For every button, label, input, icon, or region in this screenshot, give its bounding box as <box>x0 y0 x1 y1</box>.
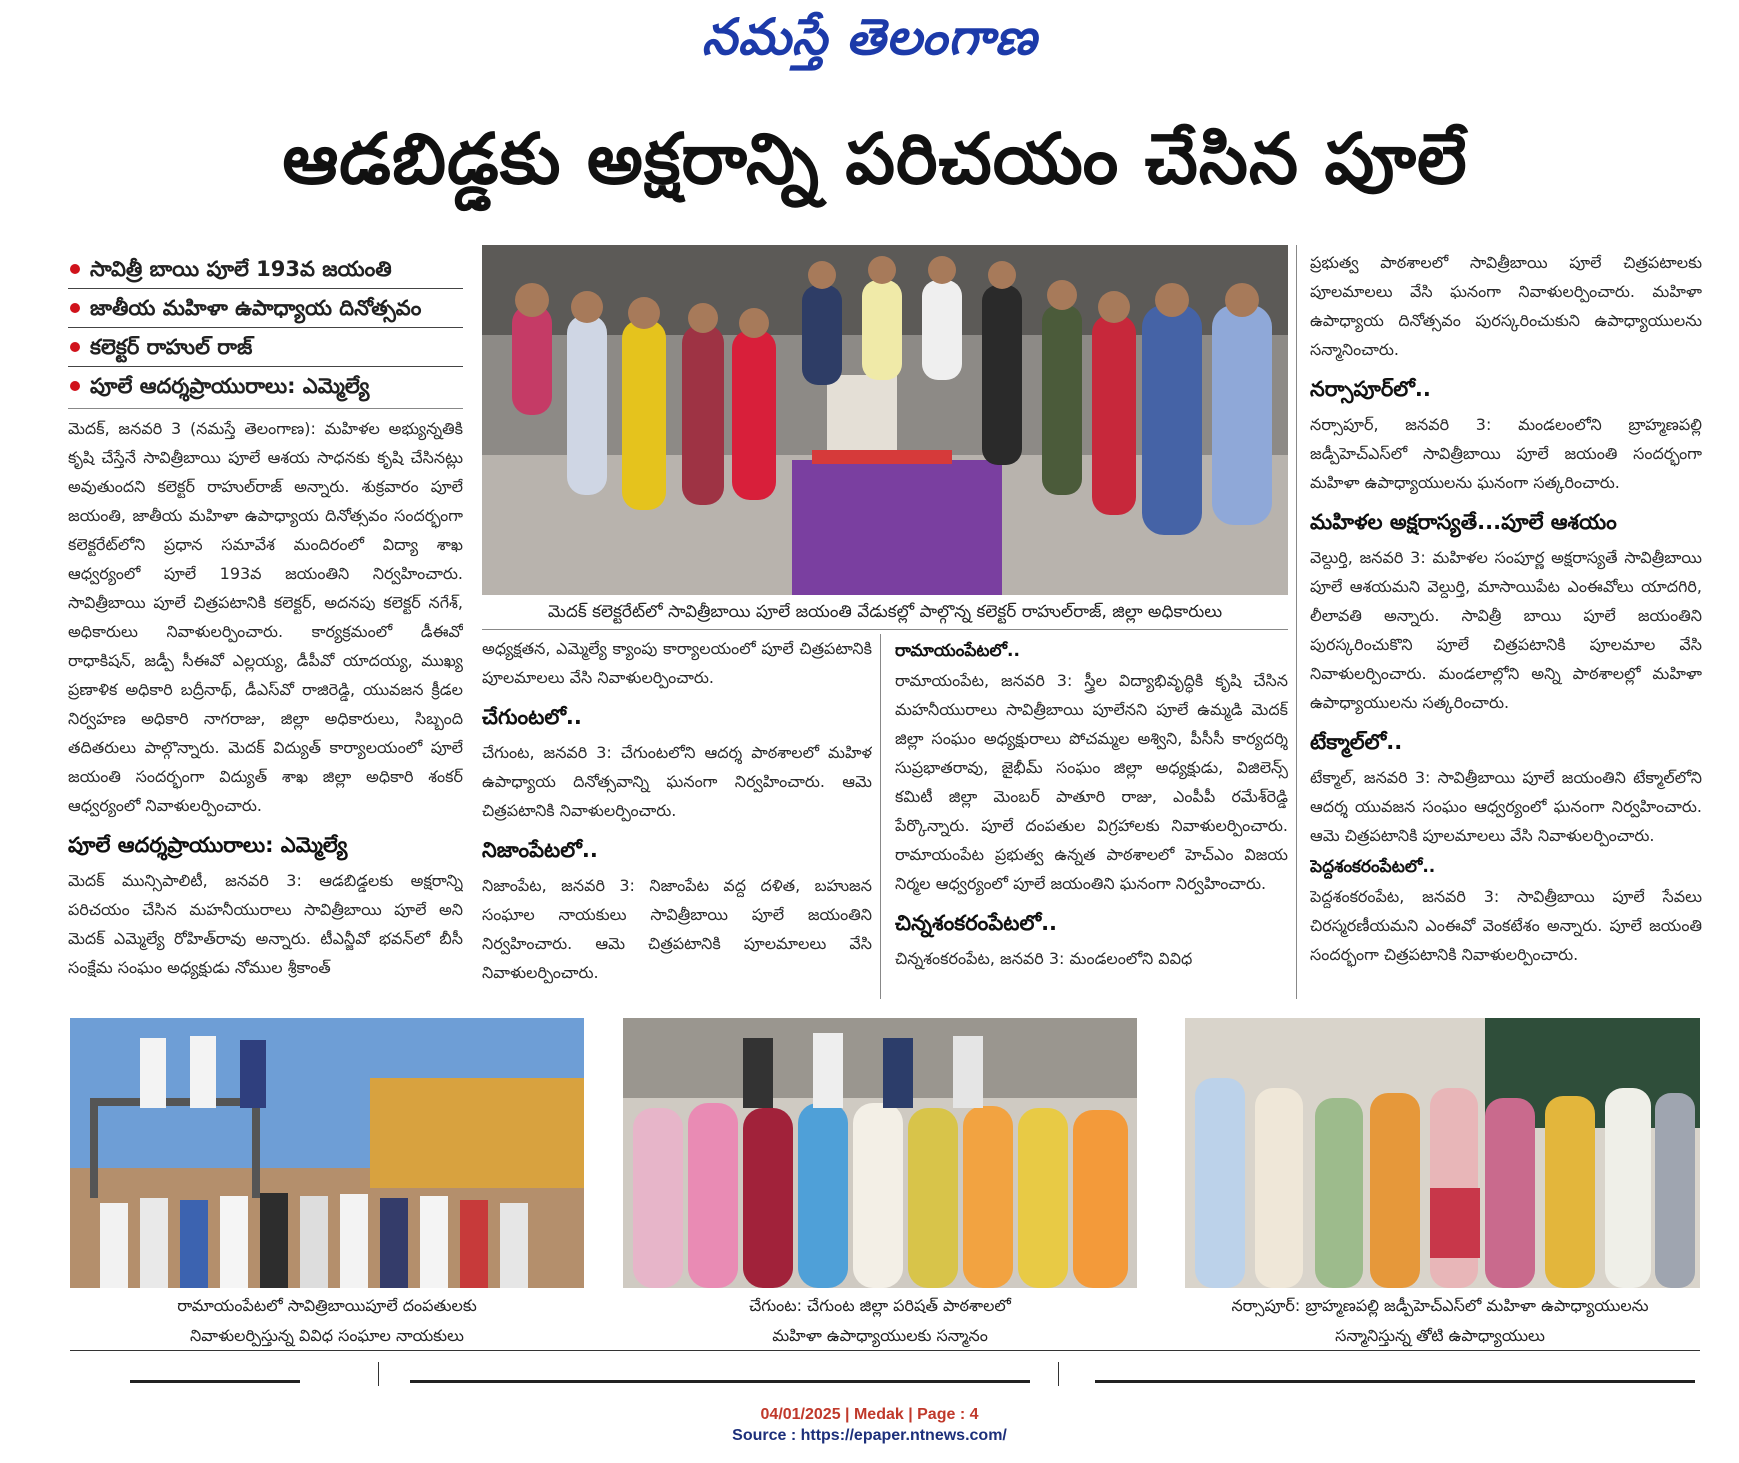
highlight-item <box>68 328 463 367</box>
article-paragraph: మెదక్ మున్సిపాలిటీ, జనవరి 3: ఆడబిడ్డలకు అక్షరాన్ని పరిచయం చేసిన మహనీయురాలు సావిత్రీబాయి పూలే అని మెదక్ ఎమ్మెల్యే రోహిత్‌రావు అన్నారు. టీఎన్జీవో భవన్‌లో బీసీ సంక్షేమ సంఘం అధ్యక్షుడు నోముల శ్రీకాంత్ <box>68 871 463 977</box>
main-photo <box>482 245 1288 595</box>
article-column-3 <box>895 634 1288 999</box>
headline: ఆడబిడ్డకు అక్షరాన్ని పరిచయం చేసిన పూలే <box>282 118 1468 200</box>
article-paragraph: అధ్యక్షతన, ఎమ్మెల్యే క్యాంపు కార్యాలయంలో పూలే చిత్రపటానికి పూలమాలలు వేసి నివాళులర్పించారు. <box>482 639 872 687</box>
sub-heading: పెద్దశంకరంపేటలో.. <box>1310 857 1436 877</box>
main-photo-caption: మెదక్ కలెక్టరేట్‌లో సావిత్రీబాయి పూలే జయంతి వేడుకల్లో పాల్గొన్న కలెక్టర్ రాహుల్‌రాజ్, జిల్లా అధికారులు <box>547 602 1223 622</box>
caption-line: సన్మానిస్తున్న తోటి ఉపాధ్యాయులు <box>1335 1326 1545 1345</box>
divider <box>482 629 1288 630</box>
bullet-icon <box>70 264 80 274</box>
cut-off-text <box>1095 1372 1695 1386</box>
bullet-icon <box>70 342 80 352</box>
caption-line: రామాయంపేటలో సావిత్రిబాయిపూలే దంపతులకు <box>177 1296 477 1315</box>
article-paragraph: నర్సాపూర్, జనవరి 3: మండలంలోని బ్రాహ్మణపల్లి జడ్పీహెచ్‌ఎస్‌లో సావిత్రీబాయి పూలే జయంతి సందర్భంగా మహిళా ఉపాధ్యాయులను ఘనంగా సత్కరించారు. <box>1310 415 1702 492</box>
article-paragraph: నిజాంపేట, జనవరి 3: నిజాంపేట వద్ద దళిత, బహుజన సంఘాల నాయకులు సావిత్రీబాయి పూలే జయంతిని నిర్వహించారు. ఆమె చిత్రపటానికి పూలమాలలు వేసి నివాళులర్పించారు. <box>482 876 872 982</box>
article-column-2 <box>482 634 872 999</box>
masthead-logo: నమస్తే తెలంగాణ <box>701 8 1038 66</box>
column-divider <box>378 1362 379 1386</box>
article-paragraph: రామాయంపేట, జనవరి 3: స్త్రీల విద్యాభివృద్ధికి కృషి చేసిన మహనీయురాలు సావిత్రీబాయి పూలేనని పూలే ఉమ్మడి మెదక్ జిల్లా సంఘం అధ్యక్షురాలు పోచమ్మల అశ్విని, పీసీసీ కార్యదర్శి సుప్రభాతరావు, జైభీమ్ సంఘం జిల్లా అధ్యక్షుడు, విజిలెన్స్ కమిటీ జిల్లా మెంబర్ పాతూరి రాజు, ఎంపీపీ రమేశ్‌రెడ్డి పేర్కొన్నారు. పూలే దంపతుల విగ్రహాలకు నివాళులర్పించారు. రామాయంపేట ప్రభుత్వ ఉన్నత పాఠశాలలో హెచ్‌ఎం విజయ నిర్మల ఆధ్వర్యంలో పూలే జయంతిని ఘనంగా నిర్వహించారు. <box>895 671 1288 893</box>
column-divider <box>1296 245 1297 999</box>
article-paragraph: టేక్మాల్, జనవరి 3: సావిత్రీబాయి పూలే జయంతిని టేక్మాల్‌లోని ఆదర్శ యువజన సంఘం ఆధ్వర్యంలో ఘనంగా నిర్వహించారు. ఆమె చిత్రపటానికి పూలమాలలు వేసి నివాళులర్పించారు. <box>1310 768 1702 845</box>
cut-off-text <box>130 1372 300 1386</box>
footer-source-link[interactable]: Source : https://epaper.ntnews.com/ <box>732 1427 1007 1444</box>
photo-caption <box>623 1291 1137 1351</box>
sub-heading: చిన్నశంకరంపేటలో.. <box>895 911 1058 935</box>
highlight-text: పూలే ఆదర్శప్రాయురాలు: ఎమ్మెల్యే <box>90 374 370 398</box>
photo-ramayampet <box>70 1018 584 1288</box>
article-paragraph: ప్రభుత్వ పాఠశాలలో సావిత్రీబాయి పూలే చిత్రపటాలకు పూలమాలలు వేసి ఘనంగా నివాళులర్పించారు. మహిళా ఉపాధ్యాయ దినోత్సవం పురస్కరించుకుని ఉపాధ్యాయులను సన్మానించారు. <box>1310 253 1702 359</box>
caption-line: నర్సాపూర్: బ్రాహ్మణపల్లి జడ్పీహెచ్‌ఎస్‌లో మహిళా ఉపాధ్యాయులను <box>1231 1296 1649 1315</box>
caption-line: చేగుంట: చేగుంట జిల్లా పరిషత్ పాఠశాలలో <box>749 1296 1011 1315</box>
photo-caption <box>1160 1291 1720 1351</box>
sub-heading: చేగుంటలో.. <box>482 705 582 729</box>
bullet-icon <box>70 303 80 313</box>
photo-narsapur <box>1185 1018 1700 1288</box>
caption-line: నివాళులర్పిస్తున్న వివిధ సంఘాల నాయకులు <box>190 1326 464 1345</box>
cut-off-text <box>410 1372 1030 1386</box>
sub-heading: పూలే ఆదర్శప్రాయురాలు: ఎమ్మెల్యే <box>68 833 348 857</box>
column-divider <box>1058 1362 1059 1386</box>
sub-heading: మహిళల అక్షరాస్యతే...పూలే ఆశయం <box>1310 510 1617 534</box>
highlight-text: జాతీయ మహిళా ఉపాధ్యాయ దినోత్సవం <box>90 296 422 320</box>
photo-chegunta <box>623 1018 1137 1288</box>
article-paragraph: చేగుంట, జనవరి 3: చేగుంటలోని ఆదర్శ పాఠశాలలో మహిళ ఉపాధ్యాయ దినోత్సవాన్ని ఘనంగా నిర్వహించారు. ఆమె చిత్రపటానికి నివాళులర్పించారు. <box>482 743 872 820</box>
caption-line: మహిళా ఉపాధ్యాయులకు సన్మానం <box>772 1326 988 1345</box>
page-footer <box>0 1404 1739 1446</box>
article-paragraph: చిన్నశంకరంపేట, జనవరి 3: మండలంలోని వివిధ <box>895 949 1193 968</box>
sub-heading: రామాయంపేటలో.. <box>895 641 1020 661</box>
article-paragraph: వెల్దుర్తి, జనవరి 3: మహిళల సంపూర్ణ అక్షరాస్యతే సావిత్రీబాయి పూలే ఆశయమని వెల్దుర్తి, మాసాయిపేట ఎంఈవోలు యాదగిరి, లీలావతి అన్నారు. సావిత్రీ బాయి పూలే జయంతిని పురస్కరించుకొని పూలే చిత్రపటానికి పూలమాల వేసి నివాళులర్పించారు. మండలాల్లోని అన్ని పాఠశాలల్లో మహిళా ఉపాధ్యాయులను సత్కరించారు. <box>1310 548 1702 712</box>
divider <box>68 408 463 409</box>
sub-heading: నిజాంపేటలో.. <box>482 838 598 862</box>
highlights-list <box>68 250 463 405</box>
divider <box>70 1350 1700 1351</box>
column-divider <box>880 634 881 999</box>
article-column-4 <box>1310 248 1702 1000</box>
article-paragraph: పెద్దశంకరంపేట, జనవరి 3: సావిత్రీబాయి పూలే సేవలు చిరస్మరణీయమని ఎంఈవో వెంకటేశం అన్నారు. పూలే జయంతి సందర్భంగా చిత్రపటానికి నివాళులర్పించారు. <box>1310 887 1702 964</box>
sub-heading: నర్సాపూర్‌లో.. <box>1310 377 1431 401</box>
highlight-text: కలెక్టర్ రాహుల్ రాజ్ <box>90 335 253 359</box>
highlight-text: సావిత్రీ బాయి పూలే 193వ జయంతి <box>90 257 392 281</box>
highlight-item <box>68 367 463 405</box>
sub-heading: టేక్మాల్‌లో.. <box>1310 730 1403 754</box>
photo-caption <box>70 1291 584 1351</box>
article-column-1 <box>68 414 463 994</box>
article-paragraph: మెదక్, జనవరి 3 (నమస్తే తెలంగాణ): మహిళల అభ్యున్నతికి కృషి చేస్తేనే సావిత్రీబాయి పూలే ఆశయ సాధనకు కృషి చేసినట్లు అవుతుందని కలెక్టర్ రాహుల్‌రాజ్ అన్నారు. శుక్రవారం పూలే జయంతి, జాతీయ మహిళా ఉపాధ్యాయ దినోత్సవం సందర్భంగా కలెక్టరేట్‌లోని ప్రధాన సమావేశ మందిరంలో విద్యా శాఖ ఆధ్వర్యంలో పూలే 193వ జయంతిని నిర్వహించారు. సావిత్రీబాయి పూలే చిత్రపటానికి కలెక్టర్, అదనపు కలెక్టర్ నగేశ్, అధికారులు నివాళులర్పించారు. కార్యక్రమంలో డీఈవో రాధాకిషన్, జడ్పీ సీఈవో ఎల్లయ్య, డీపీవో యాదయ్య, ముఖ్య ప్రణాళిక అధికారి బద్రీనాథ్, డీఎస్‌వో రాజిరెడ్డి, యువజన క్రీడల నిర్వహణ అధికారి నాగరాజు, జిల్లా అధికారులు, సిబ్బంది తదితరులు పాల్గొన్నారు. మెదక్ విద్యుత్ కార్యాలయంలో పూలే జయంతి సందర్భంగా విద్యుత్ శాఖ జిల్లా అధికారి శంకర్ ఆధ్వర్యంలో నివాళులర్పించారు. <box>68 419 463 815</box>
footer-date-line: 04/01/2025 | Medak | Page : 4 <box>760 1406 979 1423</box>
highlight-item <box>68 250 463 289</box>
bullet-icon <box>70 381 80 391</box>
highlight-item <box>68 289 463 328</box>
